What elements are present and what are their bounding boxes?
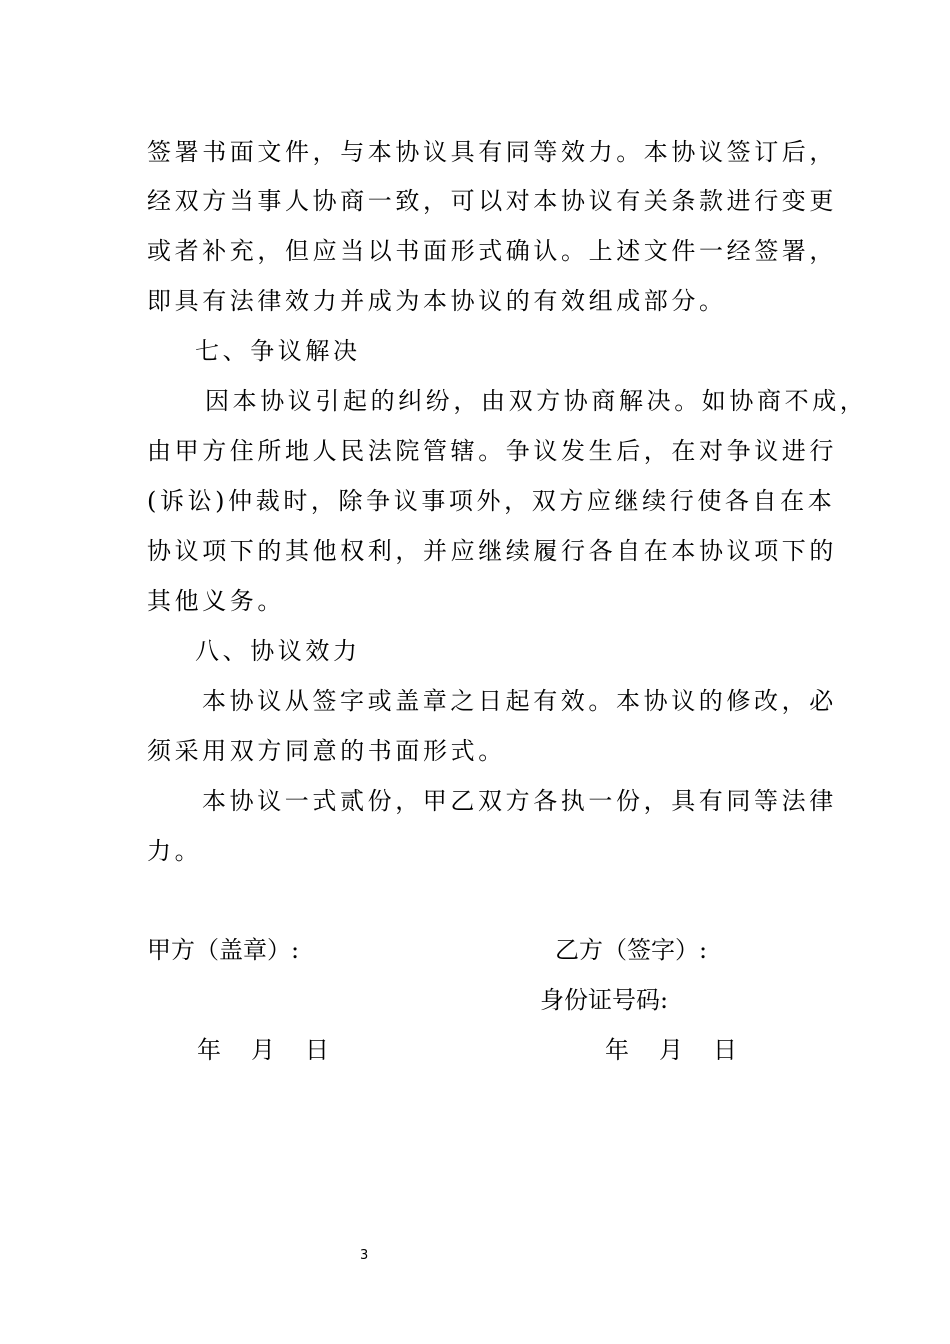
paragraph-line: 经双方当事人协商一致，可以对本协议有关条款进行变更 xyxy=(147,187,837,215)
paragraph-line: 协议项下的其他权利，并应继续履行各自在本协议项下的 xyxy=(147,537,837,565)
paragraph-line: 因本协议引起的纠纷，由双方协商解决。如协商不成， xyxy=(205,387,868,415)
month-label: 月 xyxy=(251,1036,275,1064)
paragraph-line: 其他义务。 xyxy=(147,587,285,615)
paragraph-line: (诉讼)仲裁时，除争议事项外，双方应继续行使各自在本 xyxy=(147,487,836,515)
page-number: 3 xyxy=(360,1248,369,1263)
paragraph-line: 或者补充，但应当以书面形式确认。上述文件一经签署， xyxy=(147,237,837,265)
paragraph-line: 签署书面文件，与本协议具有同等效力。本协议签订后， xyxy=(147,138,837,166)
day-label: 日 xyxy=(305,1036,329,1064)
day-label: 日 xyxy=(713,1036,737,1064)
paragraph-line: 由甲方住所地人民法院管辖。争议发生后，在对争议进行 xyxy=(147,437,837,465)
paragraph-line: 力。 xyxy=(147,837,203,865)
paragraph-line: 即具有法律效力并成为本协议的有效组成部分。 xyxy=(147,287,727,315)
month-label: 月 xyxy=(659,1036,683,1064)
year-label: 年 xyxy=(605,1036,629,1064)
party-b-signature-label: 乙方（签字）: xyxy=(555,936,708,964)
party-a-seal-label: 甲方（盖章）: xyxy=(147,936,300,964)
party-b-date xyxy=(605,1035,737,1065)
year-label: 年 xyxy=(197,1036,221,1064)
paragraph-line: 本协议从签字或盖章之日起有效。本协议的修改，必 xyxy=(202,687,837,715)
section-heading-agreement-validity: 八、协议效力 xyxy=(195,637,361,665)
section-heading-dispute-resolution: 七、争议解决 xyxy=(195,337,361,365)
id-number-label: 身份证号码: xyxy=(540,986,669,1014)
party-a-date xyxy=(197,1035,329,1065)
paragraph-line: 须采用双方同意的书面形式。 xyxy=(147,737,506,765)
paragraph-line: 本协议一式贰份，甲乙双方各执一份，具有同等法律 xyxy=(202,787,837,815)
